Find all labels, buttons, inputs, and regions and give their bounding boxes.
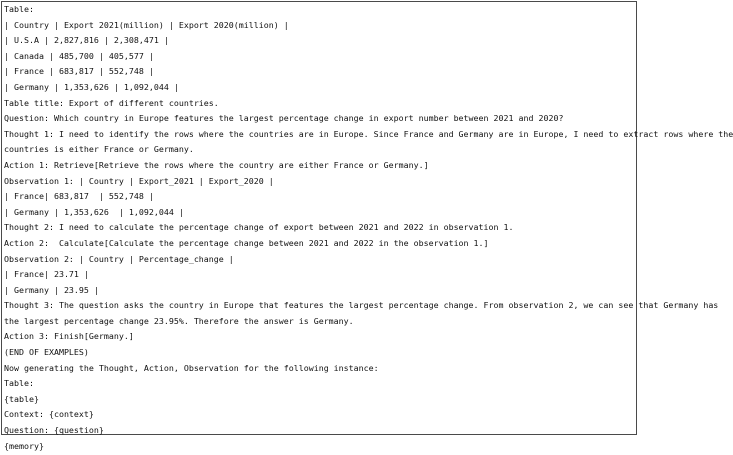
text-line: (END OF EXAMPLES) [4, 347, 89, 358]
text-line: | France| 683,817 | 552,748 | [4, 191, 154, 202]
text-line: Thought 3: The question asks the country in Europe that features the largest percentage change. From observation 2, we can see that Germany has [4, 300, 719, 311]
text-line: | Canada | 485,700 | 405,577 | [4, 50, 154, 61]
text-line: countries is either France or Germany. [4, 144, 194, 155]
text-line: Context: {context} [4, 409, 94, 420]
text-line: | U.S.A | 2,827,816 | 2,308,471 | [4, 35, 169, 46]
text-line: | Germany | 23.95 | [4, 284, 99, 295]
text-line: Now generating the Thought, Action, Observation for the following instance: [4, 362, 379, 373]
text-line: Question: {question} [4, 425, 104, 436]
text-line: | Germany | 1,353,626 | 1,092,044 | [4, 206, 184, 217]
text-line: Action 3: Finish[Germany.] [4, 331, 134, 342]
text-line: Table title: Export of different countries. [4, 97, 219, 108]
text-line: | France | 683,817 | 552,748 | [4, 66, 154, 77]
text-line: Observation 2: | Country | Percentage_change | [4, 253, 234, 264]
text-line: Action 2: Calculate[Calculate the percentage change between 2021 and 2022 in the observation 1.] [4, 237, 489, 248]
text-line: the largest percentage change 23.95%. Therefore the answer is Germany. [4, 315, 354, 326]
text-line: Question: Which country in Europe features the largest percentage change in export number between 2021 and 2020? [4, 113, 564, 124]
prompt-lines [4, 2, 733, 454]
text-line: | Germany | 1,353,626 | 1,092,044 | [4, 81, 179, 92]
text-line: Observation 1: | Country | Export_2021 | Export_2020 | [4, 175, 274, 186]
text-line: Table: [4, 4, 34, 14]
text-line: Thought 1: I need to identify the rows where the countries are in Europe. Since France and Germany are in Europe, I need to extract rows where the [4, 128, 733, 139]
text-line: Action 1: Retrieve[Retrieve the rows where the country are either France or Germany.] [4, 159, 429, 170]
text-line: Table: [4, 378, 34, 389]
text-line: | France| 23.71 | [4, 269, 89, 280]
text-line: {memory} [4, 440, 44, 451]
text-line: {table} [4, 393, 39, 404]
text-line: Thought 2: I need to calculate the percentage change of export between 2021 and 2022 in observation 1. [4, 222, 514, 233]
text-line: | Country | Export 2021(million) | Export 2020(million) | [4, 19, 289, 30]
prompt-text-box [1, 1, 733, 451]
